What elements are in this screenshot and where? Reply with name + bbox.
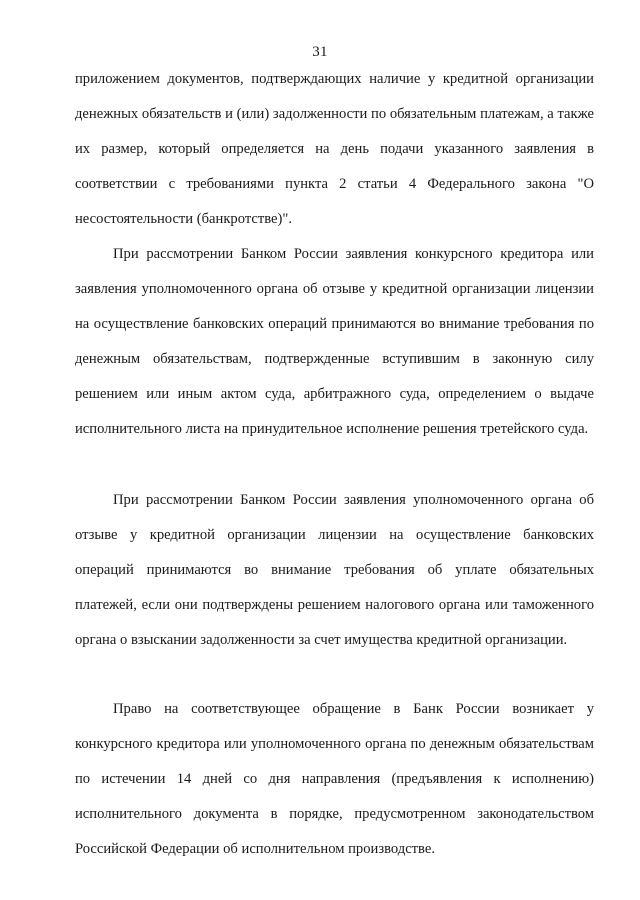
paragraph-continuation [75, 62, 594, 237]
paragraph-right-to-appeal [75, 692, 594, 867]
paragraph-creditor-application [75, 237, 594, 447]
paragraph-text: приложением документов, подтверждающих наличие у кредитной организации денежных обязательств и (или) задолженности по обязательным платежам, а также их размер, который определяется на день подачи указанного заявления в соответствии с требованиями пункта 2 статьи 4 Федерального закона "О несостоятельности (банкротстве)". [75, 71, 594, 227]
paragraph-text: Право на соответствующее обращение в Банк России возникает у конкурсного кредитора или уполномоченного органа по денежным обязательствам по истечении 14 дней со дня направления (предъявления к исполнению) исполнительного документа в порядке, предусмотренном законодательством Российской Федерации об исполнительном производстве. [75, 701, 594, 857]
page-number: 31 [312, 44, 328, 60]
paragraph-text: При рассмотрении Банком России заявления уполномоченного органа об отзыве у кредитной организации лицензии на осуществление банковских операций принимаются во внимание требования об уплате обязательных платежей, если они подтверждены решением налогового органа или таможенного органа о взыскании задолженности за счет имущества кредитной организации. [75, 492, 594, 648]
paragraph-text: При рассмотрении Банком России заявления конкурсного кредитора или заявления уполномоченного органа об отзыве у кредитной организации лицензии на осуществление банковских операций принимаются во внимание требования по денежным обязательствам, подтвержденные вступившим в законную силу решением или иным актом суда, арбитражного суда, определением о выдаче исполнительного листа на принудительное исполнение решения третейского суда. [75, 246, 594, 437]
paragraph-authorized-body-application [75, 483, 594, 658]
